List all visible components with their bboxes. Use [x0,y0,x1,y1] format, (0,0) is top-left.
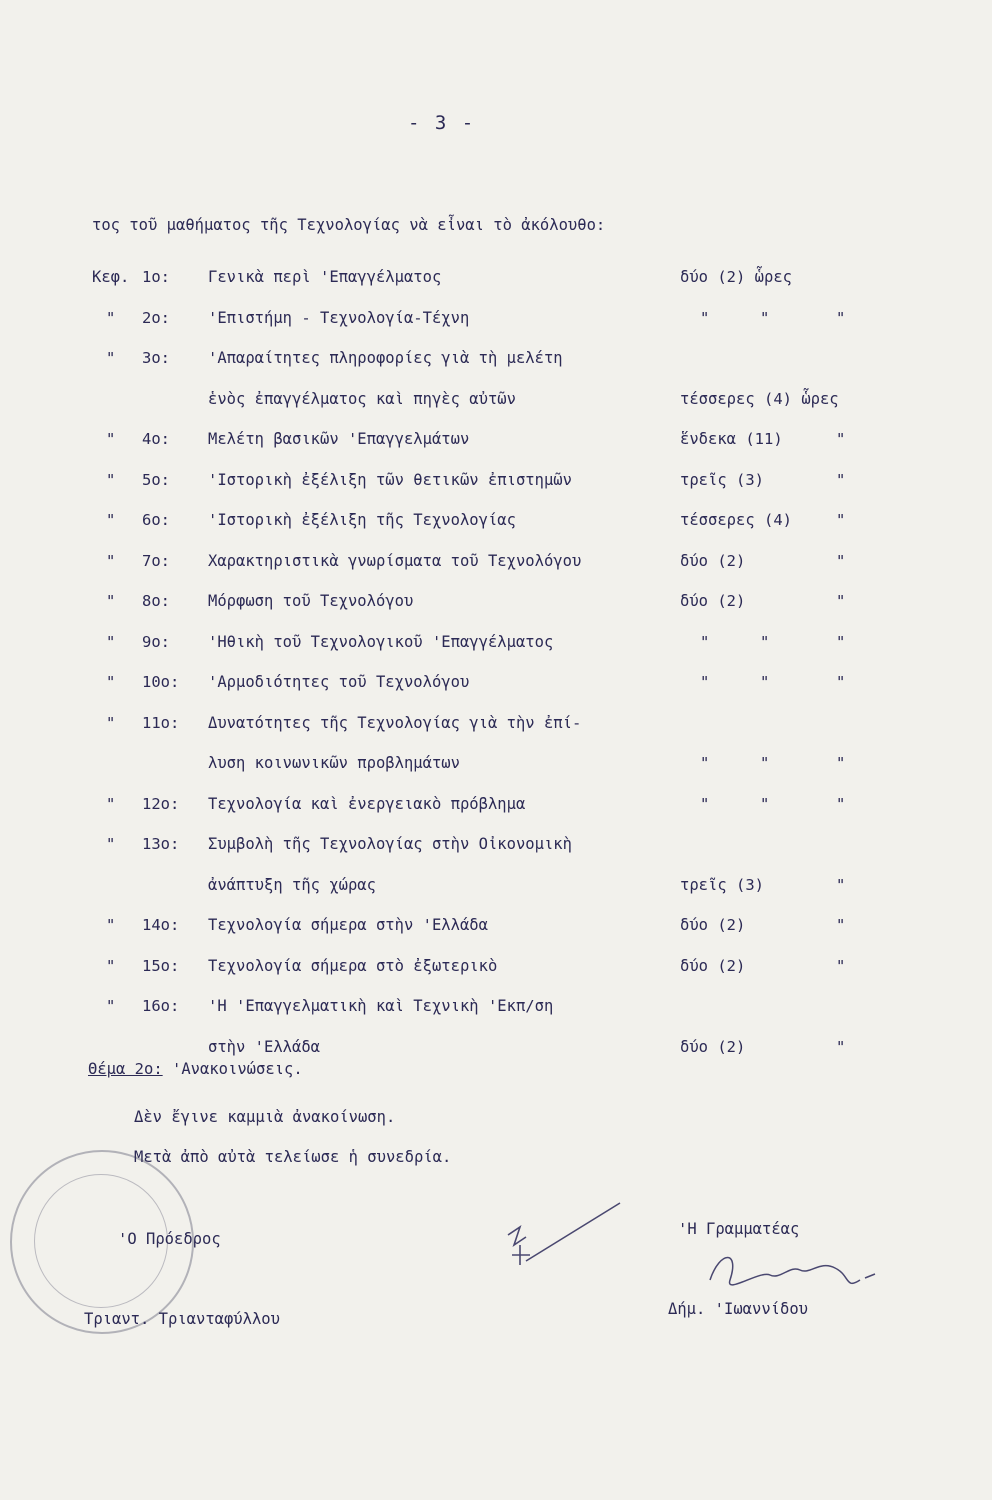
chapter-row [0,552,992,582]
ditto-mark: " [760,308,770,327]
chapter-row [0,916,992,946]
ditto-mark: " [106,835,116,853]
ditto-mark: " [836,754,846,772]
ditto-mark: " [760,632,770,651]
ditto-mark: " [106,470,116,489]
chapter-title: Χαρακτηριστικὰ γνωρίσματα τοῦ Τεχνολόγου [208,551,582,570]
chapter-title: Μόρφωση τοῦ Τεχνολόγου [208,592,414,610]
ditto-mark: " [760,794,770,813]
ditto-mark: " [106,430,116,448]
chapter-number: 5ο: [142,470,170,489]
chapter-hours: δύο (2) ὧρες [680,268,792,286]
ditto-mark: " [106,794,116,813]
chapter-title: 'Απαραίτητες πληροφορίες γιὰ τὴ μελέτη [208,349,563,367]
chairman-signature [490,1195,630,1275]
chapter-row [0,673,992,703]
ditto-mark: " [700,308,710,327]
ditto-mark: " [106,632,116,651]
chapter-hours: τέσσερες (4) ὧρες [680,389,839,408]
ditto-mark: " [106,997,116,1015]
chapter-title: Γενικὰ περὶ 'Επαγγέλματος [208,268,442,286]
chapter-row [0,390,992,420]
chapter-hours: δύο (2) [680,956,746,975]
chapter-row [0,633,992,663]
ditto-mark: " [106,308,116,327]
ditto-mark: " [836,511,846,529]
chapter-number: 11ο: [142,713,180,732]
chapter-title: λυση κοινωνικῶν προβλημάτων [208,754,460,772]
chapter-row [0,876,992,906]
secretary-signature [700,1240,890,1300]
chapter-title: στὴν 'Ελλάδα [208,1037,320,1056]
ditto-mark: " [106,713,116,732]
secretary-title: 'Η Γραμματέας [678,1220,800,1238]
note-line: Μετὰ ἀπὸ αὐτὰ τελείωσε ἡ συνεδρία. [134,1148,452,1166]
ditto-mark: " [106,511,116,529]
chapter-row [0,957,992,987]
ditto-mark: " [700,632,710,651]
ditto-mark: " [836,592,846,610]
ditto-mark: " [700,673,710,691]
ditto-mark: " [836,673,846,691]
ditto-mark: " [836,916,846,934]
chapter-row [0,471,992,501]
chapter-title: Τεχνολογία σήμερα στὸ ἐξωτερικὸ [208,956,498,975]
chapter-number: 1ο: [142,268,170,286]
chapter-row [0,714,992,744]
chapter-hours: δύο (2) [680,551,746,570]
ditto-mark: " [836,956,846,975]
ditto-mark: " [106,956,116,975]
chapter-row [0,511,992,541]
chapter-number: 6ο: [142,511,170,529]
chapter-row [0,309,992,339]
chapter-number: 13ο: [142,835,180,853]
chapter-row [0,795,992,825]
chapter-row [0,997,992,1027]
chapter-number: 15ο: [142,956,180,975]
chapter-number: 7ο: [142,551,170,570]
chapter-number: 8ο: [142,592,170,610]
ditto-mark: " [760,673,770,691]
ditto-mark: " [700,794,710,813]
chapter-hours: ἕνδεκα (11) [680,430,783,448]
chapter-title: Τεχνολογία σήμερα στὴν 'Ελλάδα [208,916,488,934]
chapter-title: 'Η 'Επαγγελματικὴ καὶ Τεχνικὴ 'Εκπ/ση [208,997,554,1015]
secretary-name: Δήμ. 'Ιωαννίδου [668,1300,808,1318]
chapter-number: 9ο: [142,632,170,651]
chapter-number: 4ο: [142,430,170,448]
chapter-row [0,430,992,460]
ditto-mark: " [836,308,846,327]
chapter-title: Δυνατότητες τῆς Τεχνολογίας γιὰ τὴν ἐπί- [208,713,582,732]
agenda-item-2 [88,1060,303,1078]
chapter-hours: δύο (2) [680,592,746,610]
chapter-title: 'Αρμοδιότητες τοῦ Τεχνολόγου [208,673,470,691]
agenda-item-label: Θέμα 2ο: [88,1060,163,1078]
chapter-title: ἑνὸς ἐπαγγέλματος καὶ πηγὲς αὐτῶν [208,389,516,408]
chapter-number: 14ο: [142,916,180,934]
chapter-row [0,349,992,379]
chapter-title: Τεχνολογία καὶ ἐνεργειακὸ πρόβλημα [208,794,526,813]
intro-line: τος τοῦ μαθήματος τῆς Τεχνολογίας νὰ εἶναι τὸ ἀκόλουθο: [92,216,606,234]
chairman-name: Τριαντ. Τριανταφύλλου [84,1310,280,1328]
ditto-mark: " [836,1037,846,1056]
page-number: - 3 - [408,112,476,134]
chapter-hours: δύο (2) [680,1037,746,1056]
ditto-mark: " [836,430,846,448]
chapter-title: 'Ιστορικὴ ἐξέλιξη τῆς Τεχνολογίας [208,511,516,529]
ditto-mark: " [106,673,116,691]
chapter-prefix: Κεφ. [92,268,130,286]
chapter-number: 2ο: [142,308,170,327]
chairman-title: 'Ο Πρόεδρος [118,1230,221,1248]
ditto-mark: " [836,794,846,813]
chapter-number: 12ο: [142,794,180,813]
chapter-title: 'Ιστορικὴ ἐξέλιξη τῶν θετικῶν ἐπιστημῶν [208,470,572,489]
chapter-row [0,835,992,865]
ditto-mark: " [106,551,116,570]
chapter-number: 10ο: [142,673,180,691]
ditto-mark: " [836,632,846,651]
chapter-title: 'Επιστήμη - Τεχνολογία-Τέχνη [208,308,470,327]
ditto-mark: " [836,551,846,570]
chapter-number: 16ο: [142,997,180,1015]
chapter-hours: δύο (2) [680,916,746,934]
ditto-mark: " [700,754,710,772]
ditto-mark: " [106,592,116,610]
chapter-title: Μελέτη βασικῶν 'Επαγγελμάτων [208,430,470,448]
ditto-mark: " [836,875,846,894]
chapter-row [0,754,992,784]
chapter-hours: τέσσερες (4) [680,511,792,529]
ditto-mark: " [106,349,116,367]
chapter-hours: τρεῖς (3) [680,875,764,894]
chapter-number: 3ο: [142,349,170,367]
agenda-item-title: 'Ανακοινώσεις. [172,1060,303,1078]
ditto-mark: " [106,916,116,934]
ditto-mark: " [760,754,770,772]
chapter-title: 'Ηθικὴ τοῦ Τεχνολογικοῦ 'Επαγγέλματος [208,632,554,651]
chapter-hours: τρεῖς (3) [680,470,764,489]
chapter-row [0,268,992,298]
chapter-row [0,592,992,622]
ditto-mark: " [836,470,846,489]
chapter-title: ἀνάπτυξη τῆς χώρας [208,875,376,894]
chapter-title: Συμβολὴ τῆς Τεχνολογίας στὴν Οἰκονομικὴ [208,835,572,853]
note-line: Δὲν ἔγινε καμμιὰ ἀνακοίνωση. [134,1108,396,1126]
